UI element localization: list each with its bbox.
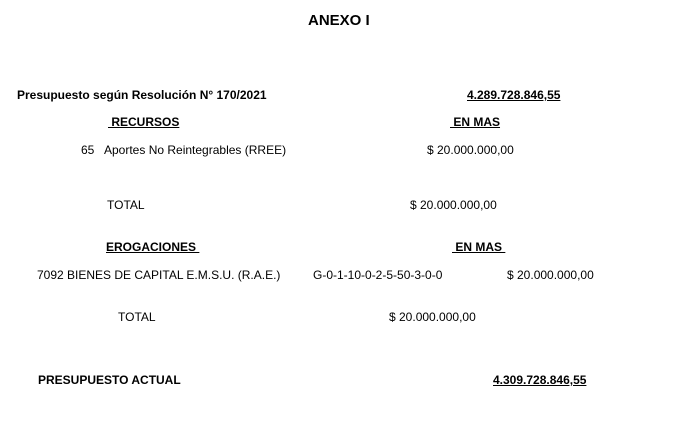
annex-title: ANEXO I — [308, 12, 370, 29]
resource-item-amount: $ 20.000.000,00 — [427, 143, 514, 157]
current-budget-label: PRESUPUESTO ACTUAL — [38, 373, 181, 387]
resource-item-description: Aportes No Reintegrables (RREE) — [104, 143, 287, 157]
expenditures-header: EROGACIONES — [106, 240, 200, 254]
resources-total-label: TOTAL — [107, 198, 145, 212]
expenditure-item-account: G-0-1-10-0-2-5-50-3-0-0 — [313, 268, 443, 282]
expenditures-total-label: TOTAL — [118, 310, 156, 324]
initial-budget-label: Presupuesto según Resolución N° 170/2021 — [17, 88, 267, 102]
initial-budget-amount: 4.289.728.846,55 — [467, 88, 561, 102]
expenditures-column-header: EN MAS — [452, 240, 506, 254]
expenditure-item-amount: $ 20.000.000,00 — [507, 268, 594, 282]
current-budget-amount: 4.309.728.846,55 — [493, 373, 587, 387]
expenditure-item-description: 7092 BIENES DE CAPITAL E.M.S.U. (R.A.E.) — [37, 268, 281, 282]
resources-column-header: EN MAS — [450, 115, 501, 129]
resource-item-code: 65 — [81, 143, 95, 157]
resources-header: RECURSOS — [108, 115, 180, 129]
expenditures-total-amount: $ 20.000.000,00 — [389, 310, 476, 324]
resources-total-amount: $ 20.000.000,00 — [410, 198, 497, 212]
